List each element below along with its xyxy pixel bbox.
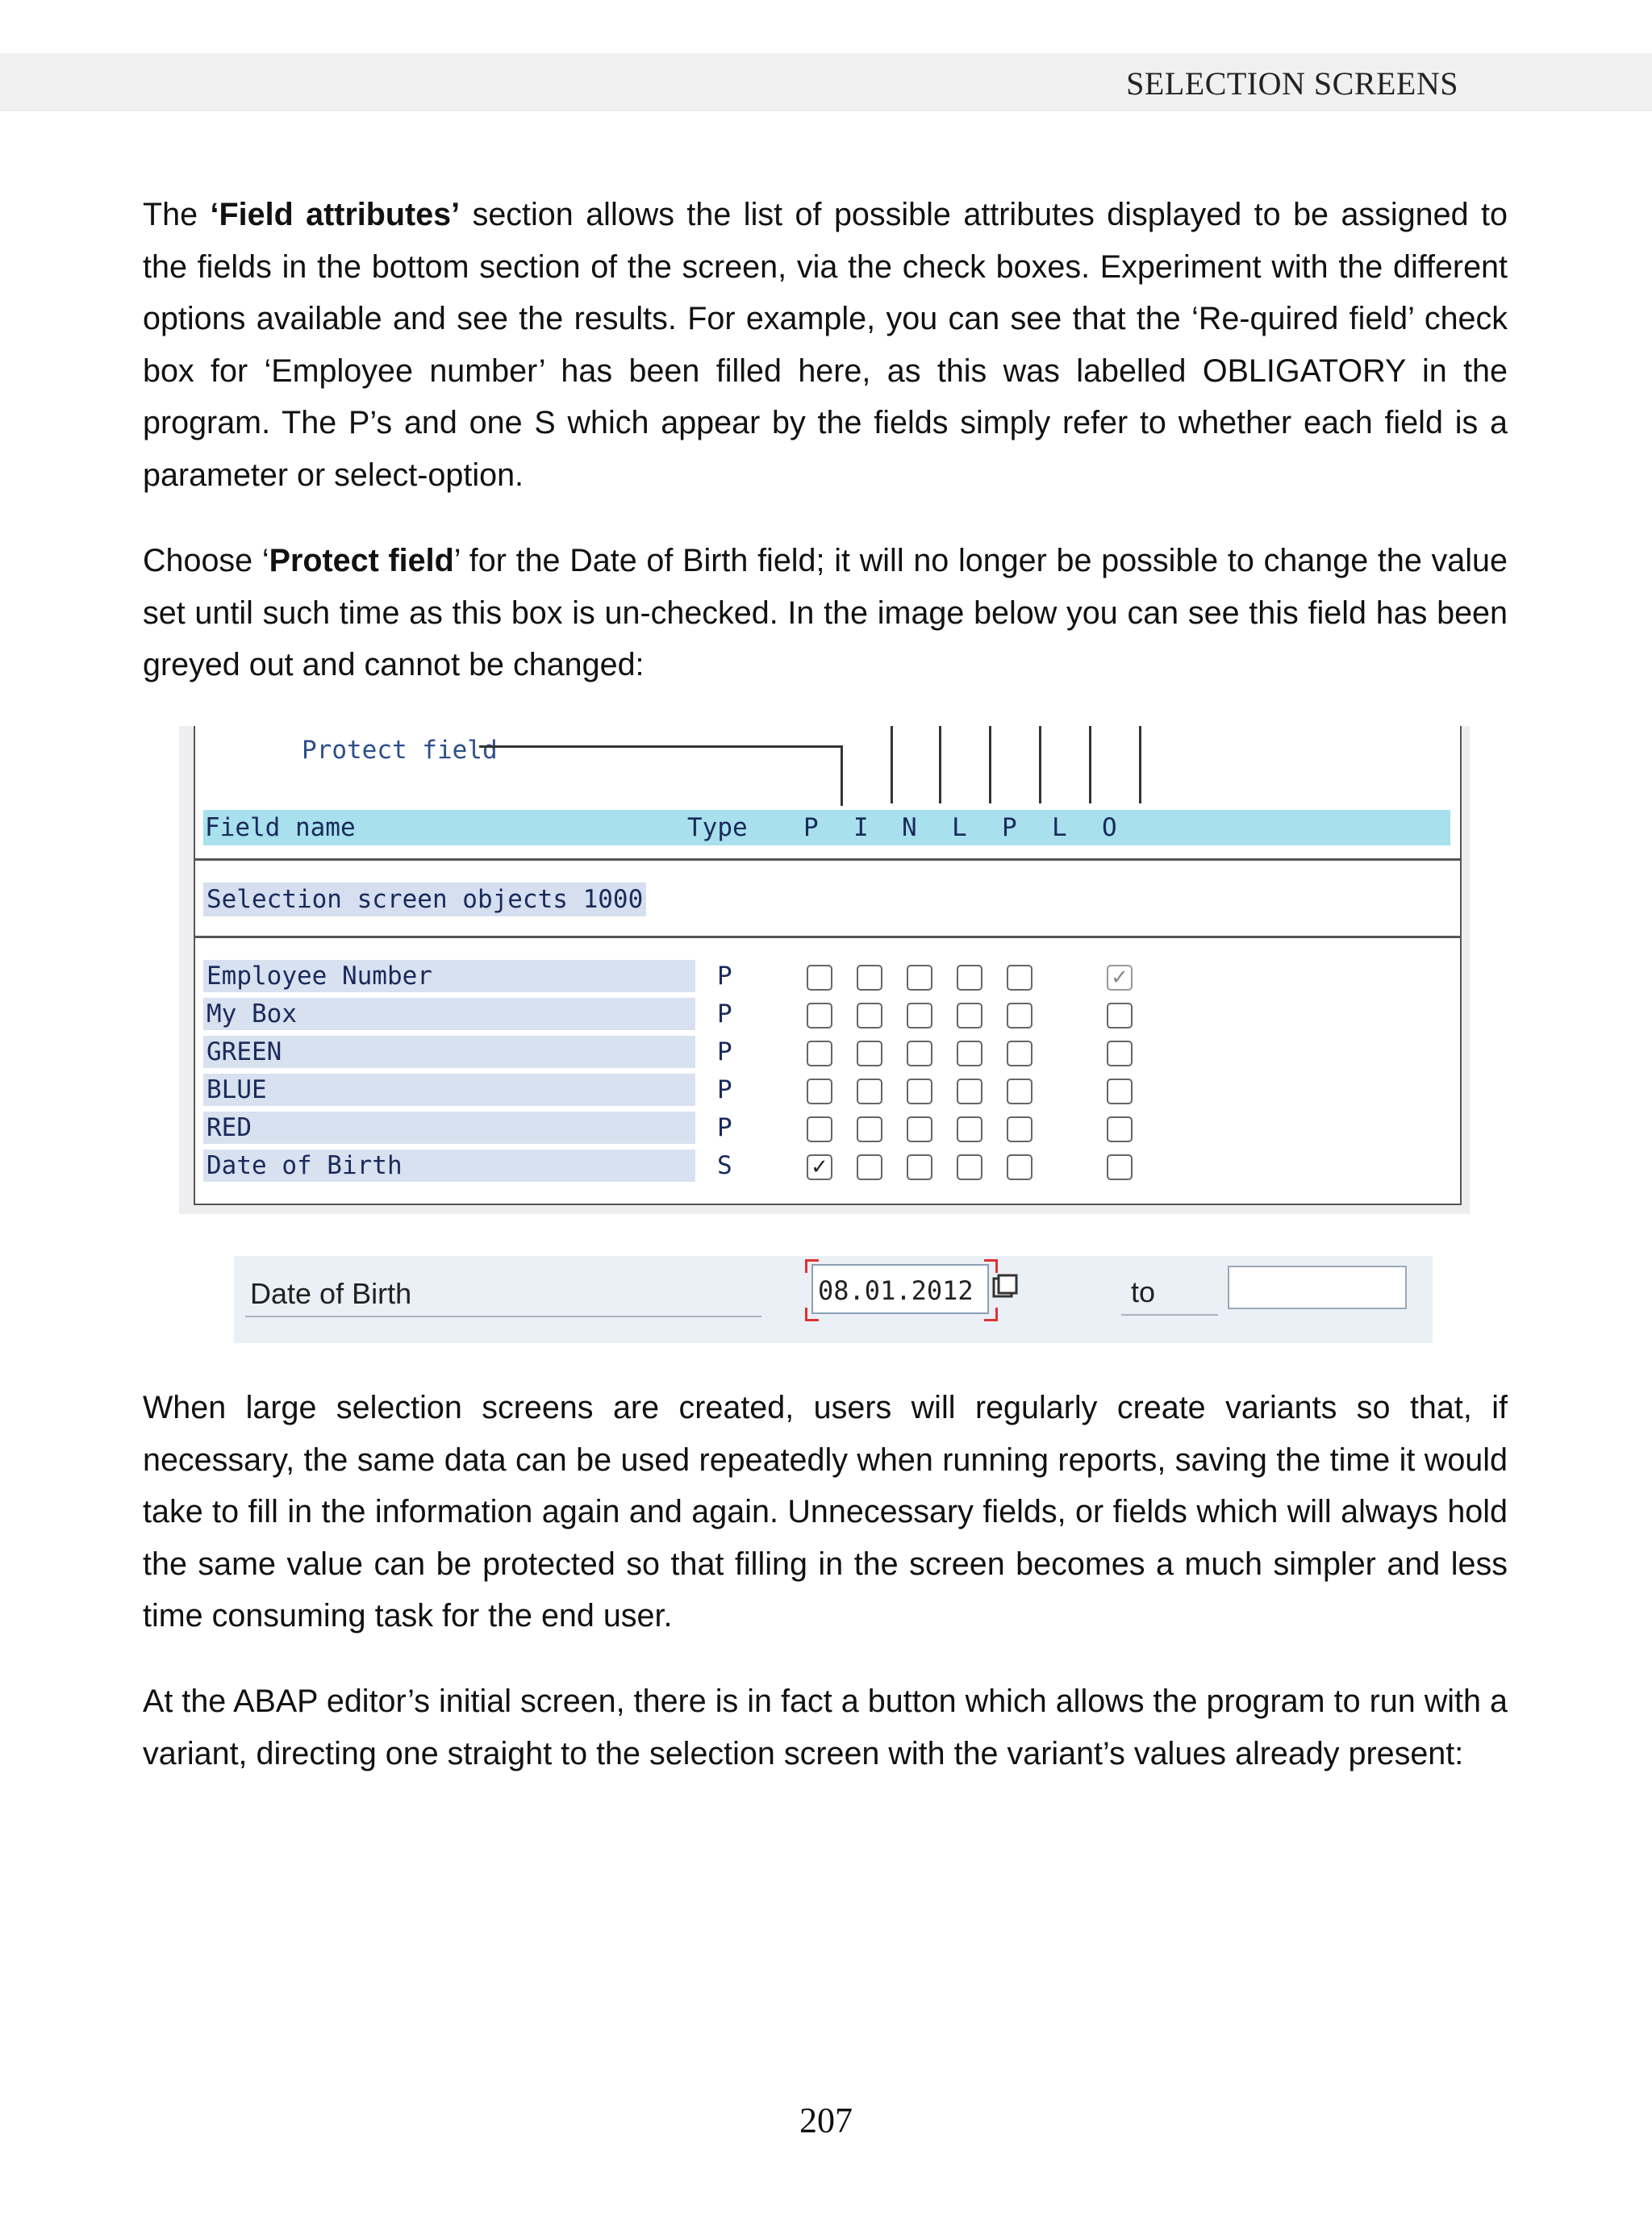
paragraph-protect-field (143, 535, 1508, 691)
field-row (203, 996, 1446, 1032)
p1-pre: The (143, 197, 211, 232)
attribute-checkbox[interactable] (907, 1041, 932, 1066)
divider (195, 858, 1460, 861)
required-corner-mark (805, 1308, 819, 1321)
attribute-checkbox[interactable] (907, 1154, 932, 1180)
p2-pre: Choose ‘ (143, 543, 269, 578)
attribute-checkbox[interactable] (957, 1003, 982, 1029)
date-of-birth-input[interactable]: 08.01.2012 (811, 1264, 989, 1314)
paragraph-variants: When large selection screens are created, users will regularly create variants so that, if necessary, the same data can be used repeatedly when running reports, saving the time it would take to fill in the information again and again. Unnecessary fields, or fields which will always hold the same value can be protected so that filling in the screen becomes a much simpler and less time consuming task for the end user. (143, 1390, 1508, 1634)
type-header: Type (687, 813, 748, 842)
attribute-header-row (203, 810, 1450, 845)
calendar-icon[interactable] (992, 1274, 1018, 1300)
to-underline (1121, 1314, 1218, 1316)
column-header-o: O (1102, 813, 1117, 842)
column-header-p: P (803, 813, 819, 842)
attribute-checkbox[interactable] (857, 1116, 882, 1142)
column-header-l: L (952, 813, 967, 842)
field-row-type: P (717, 1037, 732, 1066)
attribute-checkbox[interactable] (807, 1041, 832, 1066)
field-name-header: Field name (205, 813, 356, 842)
connector-line (1039, 726, 1041, 803)
attribute-checkbox[interactable] (957, 965, 982, 991)
attribute-checkbox[interactable] (957, 1079, 982, 1104)
running-head: SELECTION SCREENS (1126, 65, 1458, 102)
connector-line (891, 726, 893, 803)
attribute-checkbox[interactable]: ✓ (807, 1154, 832, 1180)
field-attributes-frame (194, 726, 1462, 1205)
field-row-type: P (717, 1113, 732, 1142)
attribute-checkbox[interactable] (1007, 1079, 1032, 1104)
field-row-name: My Box (203, 998, 695, 1030)
field-row (203, 1034, 1446, 1070)
attribute-checkbox[interactable] (1107, 1079, 1133, 1104)
attribute-checkbox[interactable] (907, 1116, 932, 1142)
attribute-checkbox[interactable] (1107, 1041, 1133, 1066)
attribute-checkbox[interactable] (957, 1116, 982, 1142)
connector-line (1139, 726, 1141, 803)
attribute-checkbox[interactable] (907, 965, 932, 991)
paragraph-abap-editor: At the ABAP editor’s initial screen, there is in fact a button which allows the program to run with a variant, directing one straight to the selection screen with the variant’s values already present: (143, 1684, 1508, 1771)
column-header-i: I (853, 813, 869, 842)
field-row (203, 1110, 1446, 1145)
field-row-type: S (717, 1151, 732, 1180)
field-row-type: P (717, 1075, 732, 1104)
attribute-checkbox[interactable] (1107, 1003, 1133, 1029)
column-header-p2: P (1002, 813, 1017, 842)
attribute-checkbox[interactable] (957, 1154, 982, 1180)
label-underline (245, 1316, 761, 1317)
column-header-n: N (902, 813, 917, 842)
attribute-checkbox[interactable] (857, 1079, 882, 1104)
attribute-checkbox[interactable] (807, 1003, 832, 1029)
field-row-name: Employee Number (203, 960, 695, 992)
attribute-checkbox[interactable] (907, 1003, 932, 1029)
required-corner-mark (984, 1308, 998, 1321)
attribute-checkbox[interactable] (1007, 965, 1032, 991)
attribute-checkbox[interactable] (1007, 1154, 1032, 1180)
attribute-checkbox[interactable] (1107, 1154, 1133, 1180)
attribute-checkbox[interactable] (857, 1003, 882, 1029)
field-row-type: P (717, 962, 732, 991)
attribute-checkbox[interactable] (907, 1079, 932, 1104)
date-of-birth-label: Date of Birth (250, 1277, 412, 1310)
date-of-birth-to-input[interactable] (1228, 1266, 1407, 1309)
field-row (203, 1148, 1446, 1183)
field-row-name: Date of Birth (203, 1150, 695, 1182)
paragraph-field-attributes (143, 189, 1508, 501)
attribute-checkbox[interactable] (1007, 1003, 1032, 1029)
protect-field-connector (479, 745, 843, 806)
attribute-checkbox[interactable] (807, 1116, 832, 1142)
required-corner-mark (984, 1259, 998, 1273)
attribute-checkbox[interactable] (1107, 1116, 1133, 1142)
attribute-checkbox[interactable]: ✓ (1107, 965, 1133, 991)
connector-line (989, 726, 991, 803)
attribute-checkbox[interactable] (1007, 1116, 1032, 1142)
date-of-birth-strip (234, 1256, 1433, 1343)
connector-line (939, 726, 941, 803)
attribute-checkbox[interactable] (857, 1041, 882, 1066)
to-label: to (1131, 1275, 1156, 1308)
field-row-name: BLUE (203, 1074, 695, 1106)
divider (195, 936, 1460, 938)
connector-line (1089, 726, 1091, 803)
field-attributes-panel (179, 726, 1470, 1214)
field-row (203, 1072, 1446, 1108)
attribute-checkbox[interactable] (807, 965, 832, 991)
field-row-type: P (717, 999, 732, 1029)
field-row-name: RED (203, 1112, 695, 1144)
p2-post: ’ for the Date of Birth field; it will no longer be possible to change the value set until such time as this box is un-checked. In the image below you can see this field has been greyed out and cannot be changed: (143, 543, 1508, 682)
selection-screen-objects-label: Selection screen objects 1000 (203, 883, 646, 916)
page-number: 207 (799, 2101, 853, 2140)
p2-bold: Protect field (269, 543, 454, 578)
required-corner-mark (805, 1259, 819, 1273)
attribute-checkbox[interactable] (857, 965, 882, 991)
protect-field-label: Protect field (302, 736, 498, 765)
p1-bold: ‘Field attributes’ (210, 197, 461, 232)
p1-post: section allows the list of possible attributes displayed to be assigned to the fields in the bottom section of the screen, via the check boxes. Experiment with the different options available and see the results. For example, you can see that the ‘Re-quired field’ check box for ‘Employee number’ has been filled here, as this was labelled OBLIGATORY in the program. The P’s and one S which appear by the fields simply refer to whether each field is a parameter or select-option. (143, 197, 1508, 493)
field-row-name: GREEN (203, 1036, 695, 1068)
column-header-l2: L (1052, 813, 1067, 842)
attribute-checkbox[interactable] (807, 1079, 832, 1104)
attribute-checkbox[interactable] (957, 1041, 982, 1066)
attribute-checkbox[interactable] (857, 1154, 882, 1180)
attribute-checkbox[interactable] (1007, 1041, 1032, 1066)
field-row (203, 958, 1446, 994)
